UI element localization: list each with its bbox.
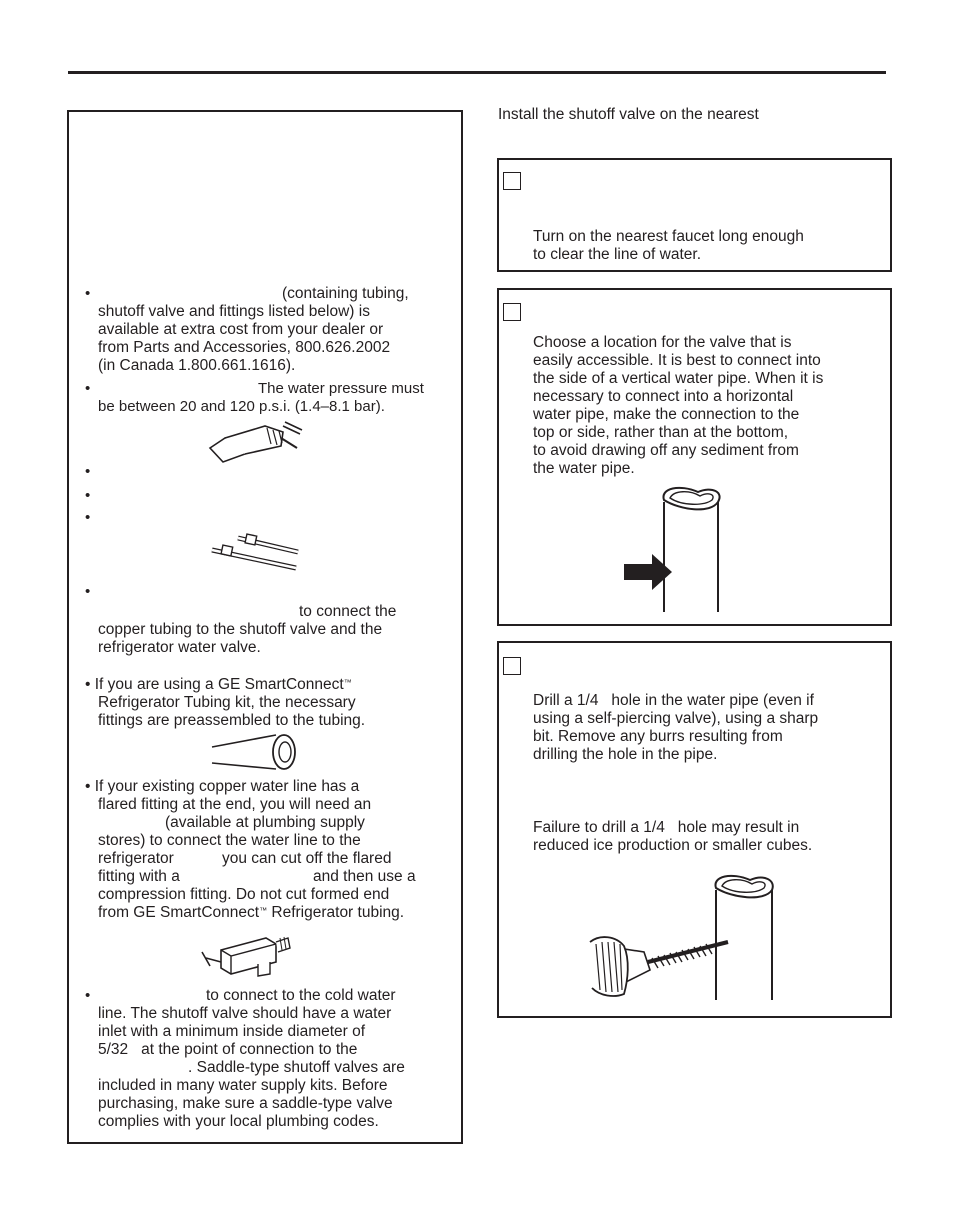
bullet: • bbox=[85, 583, 91, 600]
bullet: • bbox=[85, 285, 91, 302]
step-2-text-line: Choose a location for the valve that is bbox=[533, 334, 792, 351]
kit-text-line: from Parts and Accessories, 800.626.2002 bbox=[98, 339, 391, 356]
step-2-text-line: top or side, rather than at the bottom, bbox=[533, 424, 789, 441]
step-2-text-line: easily accessible. It is best to connect into bbox=[533, 352, 821, 369]
step-checkbox-3[interactable] bbox=[503, 657, 521, 675]
flared-text-line: • If your existing copper water line has a bbox=[85, 778, 360, 795]
step-3-text-line: bit. Remove any burrs resulting from bbox=[533, 728, 783, 745]
fittings-text-line: copper tubing to the shutoff valve and the bbox=[98, 621, 383, 638]
kit-text-line: (containing tubing, bbox=[282, 285, 409, 302]
valve-text-line: complies with your local plumbing codes. bbox=[98, 1113, 379, 1130]
step-2-text-line: the side of a vertical water pipe. When it is bbox=[533, 370, 824, 387]
step-2-text-line: to avoid drawing off any sediment from bbox=[533, 442, 799, 459]
smartconnect-text-line: • If you are using a GE SmartConnect™ bbox=[85, 676, 352, 693]
flared-text-line: you can cut off the flared bbox=[222, 850, 392, 867]
step-checkbox-1[interactable] bbox=[503, 172, 521, 190]
vertical-pipe-illustration bbox=[620, 484, 730, 614]
step-3-text-line: Drill a 1/4 hole in the water pipe (even if bbox=[533, 692, 814, 709]
smartconnect-text-line: fittings are preassembled to the tubing. bbox=[98, 712, 366, 729]
kit-text-line: shutoff valve and fittings listed below) is bbox=[98, 303, 370, 320]
bullet: • bbox=[85, 487, 91, 504]
fittings-text-line: to connect the bbox=[299, 603, 397, 620]
step-checkbox-2[interactable] bbox=[503, 303, 521, 321]
step-1-text-line: to clear the line of water. bbox=[533, 246, 702, 263]
valve-text-line: to connect to the cold water bbox=[206, 987, 396, 1004]
valve-text-line: included in many water supply kits. Before bbox=[98, 1077, 388, 1094]
drill-pipe-illustration bbox=[588, 870, 778, 1002]
valve-text-line: . Saddle-type shutoff valves are bbox=[188, 1059, 405, 1076]
tubing-illustration bbox=[208, 530, 303, 578]
step-3-text-line: drilling the hole in the pipe. bbox=[533, 746, 718, 763]
flared-text-line: refrigerator bbox=[98, 850, 174, 867]
step-3-note-line: Failure to drill a 1/4 hole may result in bbox=[533, 819, 800, 836]
header-rule bbox=[68, 71, 886, 74]
bullet: • bbox=[85, 380, 91, 397]
pressure-text-line: be between 20 and 120 p.s.i. (1.4–8.1 bar). bbox=[98, 398, 385, 415]
intro-text: Install the shutoff valve on the nearest bbox=[498, 106, 759, 123]
valve-text-line: line. The shutoff valve should have a water bbox=[98, 1005, 392, 1022]
smartconnect-text-line: Refrigerator Tubing kit, the necessary bbox=[98, 694, 356, 711]
valve-text-line: inlet with a minimum inside diameter of bbox=[98, 1023, 366, 1040]
flared-text-line: and then use a bbox=[313, 868, 416, 885]
bullet: • bbox=[85, 509, 91, 526]
step-2-text-line: water pipe, make the connection to the bbox=[533, 406, 800, 423]
drill-illustration bbox=[205, 418, 305, 468]
bullet: • bbox=[85, 463, 91, 480]
valve-text-line: 5/32 at the point of connection to the bbox=[98, 1041, 358, 1058]
flared-text-line: (available at plumbing supply bbox=[165, 814, 365, 831]
flared-text-line: compression fitting. Do not cut formed end bbox=[98, 886, 390, 903]
step-3-text-line: using a self-piercing valve), using a sharp bbox=[533, 710, 819, 727]
valve-text-line: purchasing, make sure a saddle-type valve bbox=[98, 1095, 393, 1112]
kit-text-line: available at extra cost from your dealer or bbox=[98, 321, 384, 338]
step-2-text-line: the water pipe. bbox=[533, 460, 635, 477]
smartconnect-tube-illustration bbox=[210, 733, 298, 775]
shutoff-valve-illustration bbox=[196, 930, 296, 980]
fittings-text-line: refrigerator water valve. bbox=[98, 639, 261, 656]
step-2-text-line: necessary to connect into a horizontal bbox=[533, 388, 794, 405]
kit-text-line: (in Canada 1.800.661.1616). bbox=[98, 357, 296, 374]
flared-text-line: flared fitting at the end, you will need an bbox=[98, 796, 372, 813]
bullet: • bbox=[85, 987, 91, 1004]
pressure-text-line: The water pressure must bbox=[258, 380, 424, 397]
flared-text-line: fitting with a bbox=[98, 868, 180, 885]
step-3-note-line: reduced ice production or smaller cubes. bbox=[533, 837, 813, 854]
flared-text-line: stores) to connect the water line to the bbox=[98, 832, 361, 849]
step-1-text-line: Turn on the nearest faucet long enough bbox=[533, 228, 804, 245]
flared-text-line: from GE SmartConnect™ Refrigerator tubing. bbox=[98, 904, 405, 921]
